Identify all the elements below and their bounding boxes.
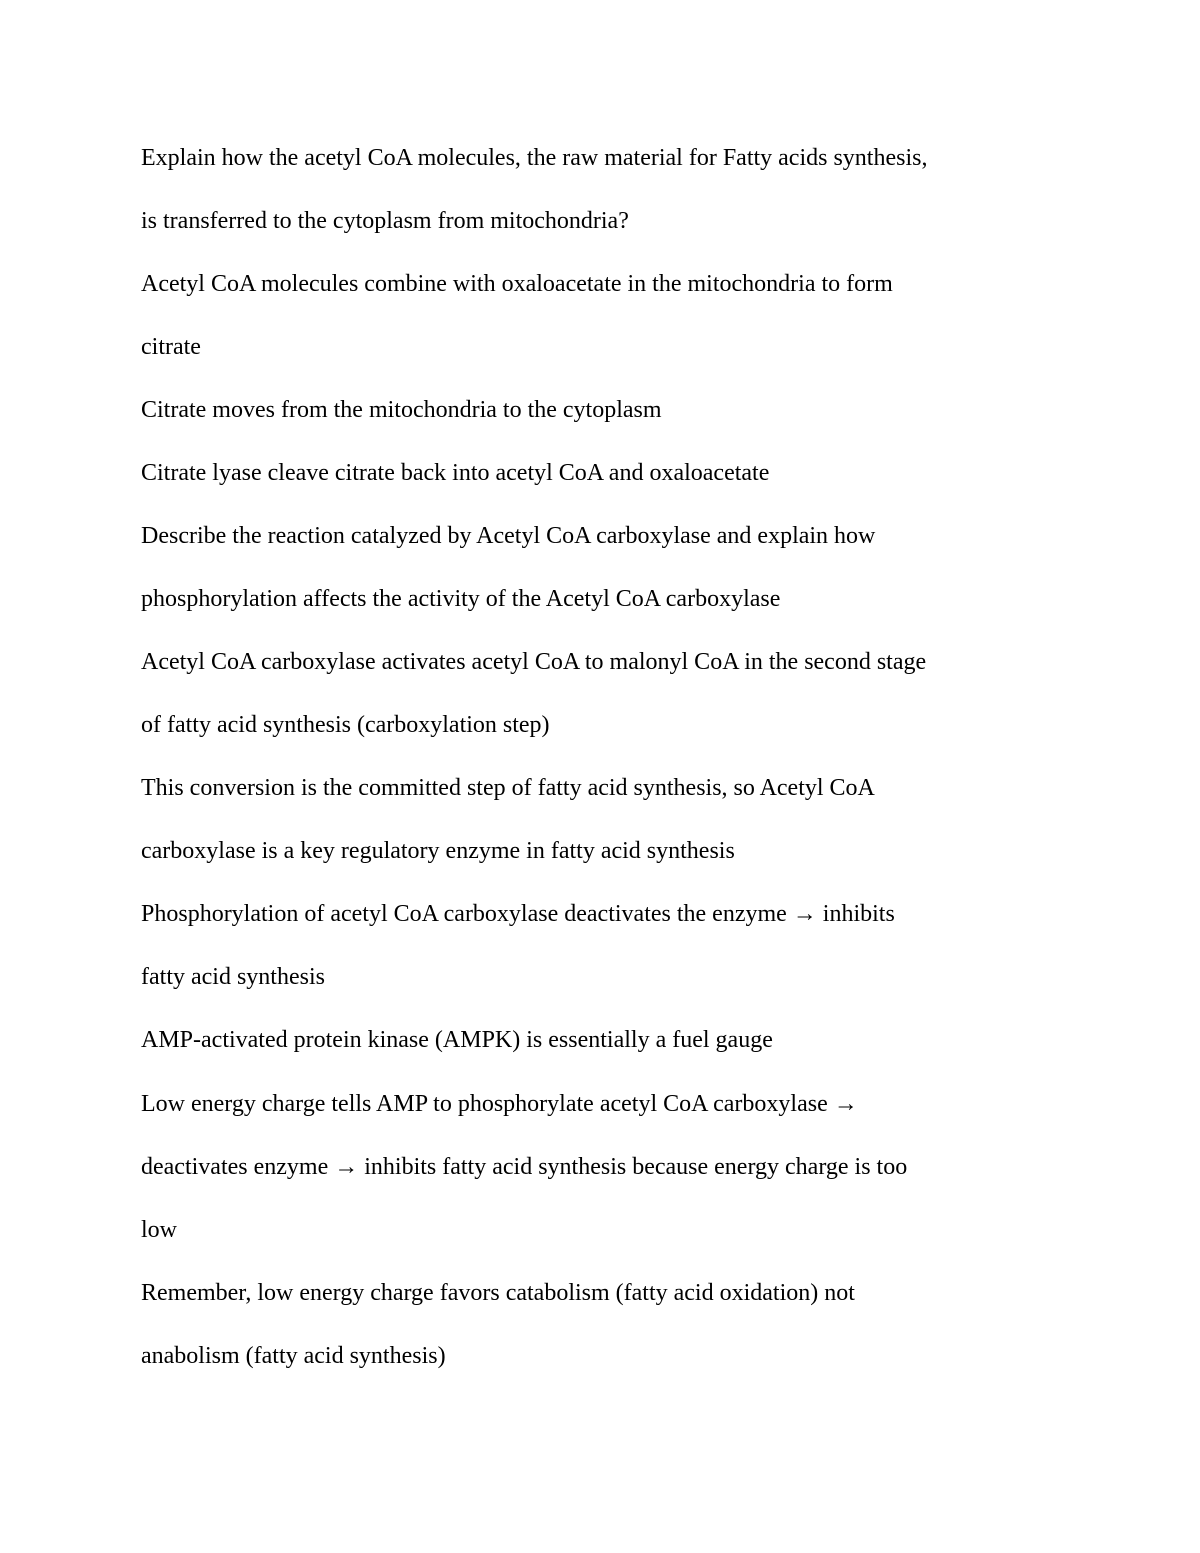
answer-line: carboxylase is a key regulatory enzyme in fatty acid synthesis (141, 838, 735, 864)
answer-line: low (141, 1217, 177, 1243)
answer-line: citrate (141, 334, 201, 360)
question-2-line-2: phosphorylation affects the activity of the Acetyl CoA carboxylase (141, 586, 781, 612)
answer-line: Citrate lyase cleave citrate back into acetyl CoA and oxaloacetate (141, 460, 770, 486)
answer-line: fatty acid synthesis (141, 964, 325, 990)
answer-line: of fatty acid synthesis (carboxylation step) (141, 712, 550, 738)
answer-line: Remember, low energy charge favors catabolism (fatty acid oxidation) not (141, 1280, 855, 1306)
answer-line: AMP-activated protein kinase (AMPK) is essentially a fuel gauge (141, 1027, 773, 1053)
answer-line: Acetyl CoA molecules combine with oxaloacetate in the mitochondria to form (141, 271, 893, 297)
question-1-line-1: Explain how the acetyl CoA molecules, the raw material for Fatty acids synthesis, (141, 145, 928, 171)
answer-line: Acetyl CoA carboxylase activates acetyl CoA to malonyl CoA in the second stage (141, 649, 927, 675)
answer-line: deactivates enzyme → inhibits fatty acid synthesis because energy charge is too (141, 1154, 908, 1180)
question-1-line-2: is transferred to the cytoplasm from mitochondria? (141, 208, 629, 234)
answer-line: Phosphorylation of acetyl CoA carboxylase deactivates the enzyme → inhibits (141, 901, 895, 927)
answer-line: This conversion is the committed step of fatty acid synthesis, so Acetyl CoA (141, 775, 875, 801)
question-2-line-1: Describe the reaction catalyzed by Acetyl CoA carboxylase and explain how (141, 523, 876, 549)
answer-line: Low energy charge tells AMP to phosphorylate acetyl CoA carboxylase → (141, 1091, 858, 1117)
answer-line: anabolism (fatty acid synthesis) (141, 1343, 446, 1369)
answer-line: Citrate moves from the mitochondria to the cytoplasm (141, 397, 662, 423)
